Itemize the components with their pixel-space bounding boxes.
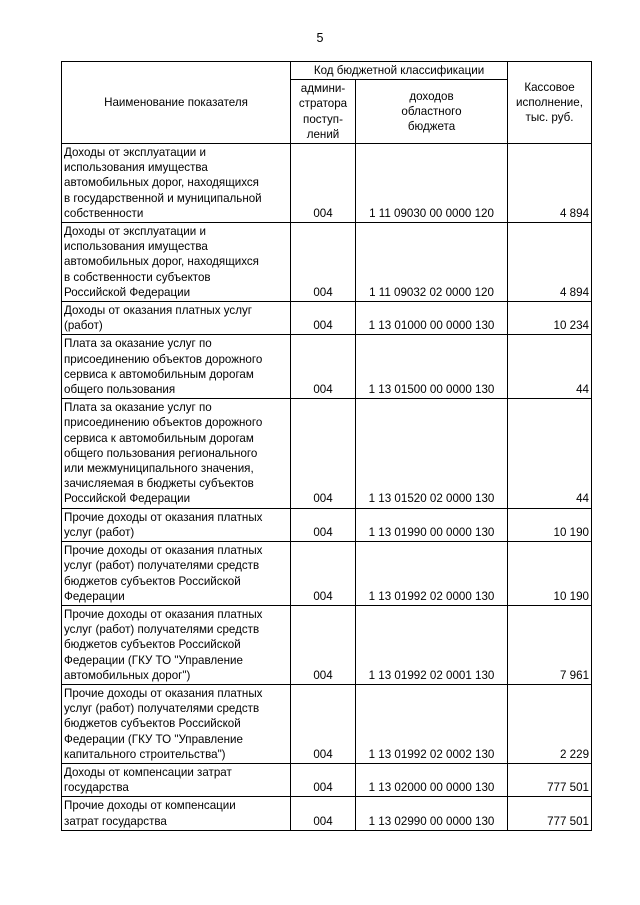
execution-amount: 4 894 — [508, 144, 592, 223]
text-line: бюджетов субъектов Российской — [64, 638, 241, 652]
text-line: Российской Федерации — [64, 285, 191, 299]
administrator-code: 004 — [291, 684, 356, 763]
header-execution — [508, 62, 592, 144]
text-line: в собственности субъектов — [64, 270, 211, 284]
text-line: админи- — [300, 82, 346, 96]
income-code: 1 11 09032 02 0000 120 — [356, 223, 508, 302]
indicator-name — [62, 223, 291, 302]
text-line: Прочие доходы от оказания платных — [64, 607, 263, 621]
indicator-name — [62, 144, 291, 223]
administrator-code: 004 — [291, 144, 356, 223]
indicator-name — [62, 399, 291, 508]
execution-amount: 10 190 — [508, 542, 592, 606]
text-line: услуг (работ) получателями средств — [64, 702, 260, 716]
income-code: 1 13 01000 00 0000 130 — [356, 302, 508, 335]
text-line: стратора — [298, 97, 348, 111]
text-line: поступ- — [303, 112, 343, 126]
indicator-name — [62, 335, 291, 399]
execution-amount: 44 — [508, 335, 592, 399]
indicator-name — [62, 605, 291, 684]
execution-amount: 10 234 — [508, 302, 592, 335]
text-line: Кассовое — [524, 80, 575, 94]
administrator-code: 004 — [291, 797, 356, 830]
income-code: 1 11 09030 00 0000 120 — [356, 144, 508, 223]
administrator-code: 004 — [291, 542, 356, 606]
text-line: в государственной и муниципальной — [64, 191, 262, 205]
administrator-code: 004 — [291, 223, 356, 302]
indicator-name — [62, 302, 291, 335]
income-code: 1 13 01520 02 0000 130 — [356, 399, 508, 508]
table-row — [62, 223, 592, 302]
text-line: Плата за оказание услуг по — [64, 401, 212, 415]
text-line: Доходы от компенсации затрат — [64, 765, 232, 779]
header-administrator — [291, 80, 356, 144]
text-line: исполнение, — [516, 95, 583, 109]
header-income-code — [356, 80, 508, 144]
indicator-name — [62, 542, 291, 606]
table-row — [62, 605, 592, 684]
header-budget-classification: Код бюджетной классификации — [291, 62, 508, 80]
text-line: Доходы от эксплуатации и — [64, 146, 206, 160]
text-line: лений — [306, 127, 340, 141]
table-row — [62, 302, 592, 335]
text-line: Российской Федерации — [64, 492, 191, 506]
text-line: автомобильных дорог, находящихся — [64, 255, 259, 269]
text-line: присоединению объектов дорожного — [64, 352, 263, 366]
text-line: Федерации (ГКУ ТО "Управление — [64, 653, 243, 667]
text-line: собственности — [64, 206, 144, 220]
indicator-name — [62, 763, 291, 796]
text-line: Плата за оказание услуг по — [64, 337, 212, 351]
administrator-code: 004 — [291, 605, 356, 684]
administrator-code: 004 — [291, 763, 356, 796]
income-code: 1 13 01992 02 0002 130 — [356, 684, 508, 763]
indicator-name — [62, 797, 291, 830]
administrator-code: 004 — [291, 302, 356, 335]
execution-amount: 777 501 — [508, 797, 592, 830]
text-line: присоединению объектов дорожного — [64, 416, 263, 430]
table-header — [62, 62, 592, 144]
table-row — [62, 144, 592, 223]
text-line: бюджетов субъектов Российской — [64, 574, 241, 588]
text-line: Доходы от оказания платных услуг — [64, 304, 252, 318]
text-line: автомобильных дорог, находящихся — [64, 176, 259, 190]
text-line: Прочие доходы от оказания платных — [64, 686, 263, 700]
text-line: затрат государства — [64, 814, 167, 828]
administrator-code: 004 — [291, 335, 356, 399]
execution-amount: 4 894 — [508, 223, 592, 302]
text-line: использования имущества — [64, 161, 208, 175]
text-line: Доходы от эксплуатации и — [64, 225, 206, 239]
text-line: услуг (работ) получателями средств — [64, 559, 260, 573]
text-line: использования имущества — [64, 240, 208, 254]
execution-amount: 2 229 — [508, 684, 592, 763]
text-line: услуг (работ) — [64, 525, 135, 539]
income-code: 1 13 01990 00 0000 130 — [356, 508, 508, 541]
table-row — [62, 763, 592, 796]
table-row — [62, 508, 592, 541]
administrator-code: 004 — [291, 399, 356, 508]
text-line: автомобильных дорог") — [64, 668, 191, 682]
income-code: 1 13 01500 00 0000 130 — [356, 335, 508, 399]
indicator-name — [62, 684, 291, 763]
table-row — [62, 399, 592, 508]
income-code: 1 13 02990 00 0000 130 — [356, 797, 508, 830]
text-line: бюджетов субъектов Российской — [64, 717, 241, 731]
text-line: государства — [64, 781, 129, 795]
text-line: Прочие доходы от оказания платных — [64, 510, 263, 524]
text-line: Федерации (ГКУ ТО "Управление — [64, 732, 243, 746]
text-line: Федерации — [64, 589, 125, 603]
execution-amount: 10 190 — [508, 508, 592, 541]
table-row — [62, 335, 592, 399]
text-line: Прочие доходы от оказания платных — [64, 544, 263, 558]
income-code: 1 13 01992 02 0001 130 — [356, 605, 508, 684]
income-code: 1 13 01992 02 0000 130 — [356, 542, 508, 606]
text-line: или межмуниципального значения, — [64, 462, 254, 476]
text-line: бюджета — [407, 120, 456, 134]
text-line: услуг (работ) получателями средств — [64, 623, 260, 637]
administrator-code: 004 — [291, 508, 356, 541]
execution-amount: 7 961 — [508, 605, 592, 684]
income-code: 1 13 02000 00 0000 130 — [356, 763, 508, 796]
text-line: областного — [401, 105, 462, 118]
budget-table — [61, 61, 592, 831]
text-line: общего пользования регионального — [64, 446, 258, 460]
text-line: зачисляемая в бюджеты субъектов — [64, 477, 254, 491]
header-name: Наименование показателя — [62, 62, 291, 144]
text-line: капитального строительства") — [64, 747, 226, 761]
text-line: сервиса к автомобильным дорогам — [64, 431, 254, 445]
table-body — [62, 144, 592, 831]
table-row — [62, 684, 592, 763]
text-line: Прочие доходы от компенсации — [64, 799, 236, 813]
text-line: тыс. руб. — [525, 111, 574, 125]
table-row — [62, 542, 592, 606]
page-number: 5 — [316, 31, 324, 45]
execution-amount: 44 — [508, 399, 592, 508]
text-line: доходов — [409, 89, 454, 103]
indicator-name — [62, 508, 291, 541]
text-line: (работ) — [64, 319, 103, 333]
text-line: сервиса к автомобильным дорогам — [64, 367, 254, 381]
text-line: общего пользования — [64, 383, 176, 397]
table-row — [62, 797, 592, 830]
execution-amount: 777 501 — [508, 763, 592, 796]
